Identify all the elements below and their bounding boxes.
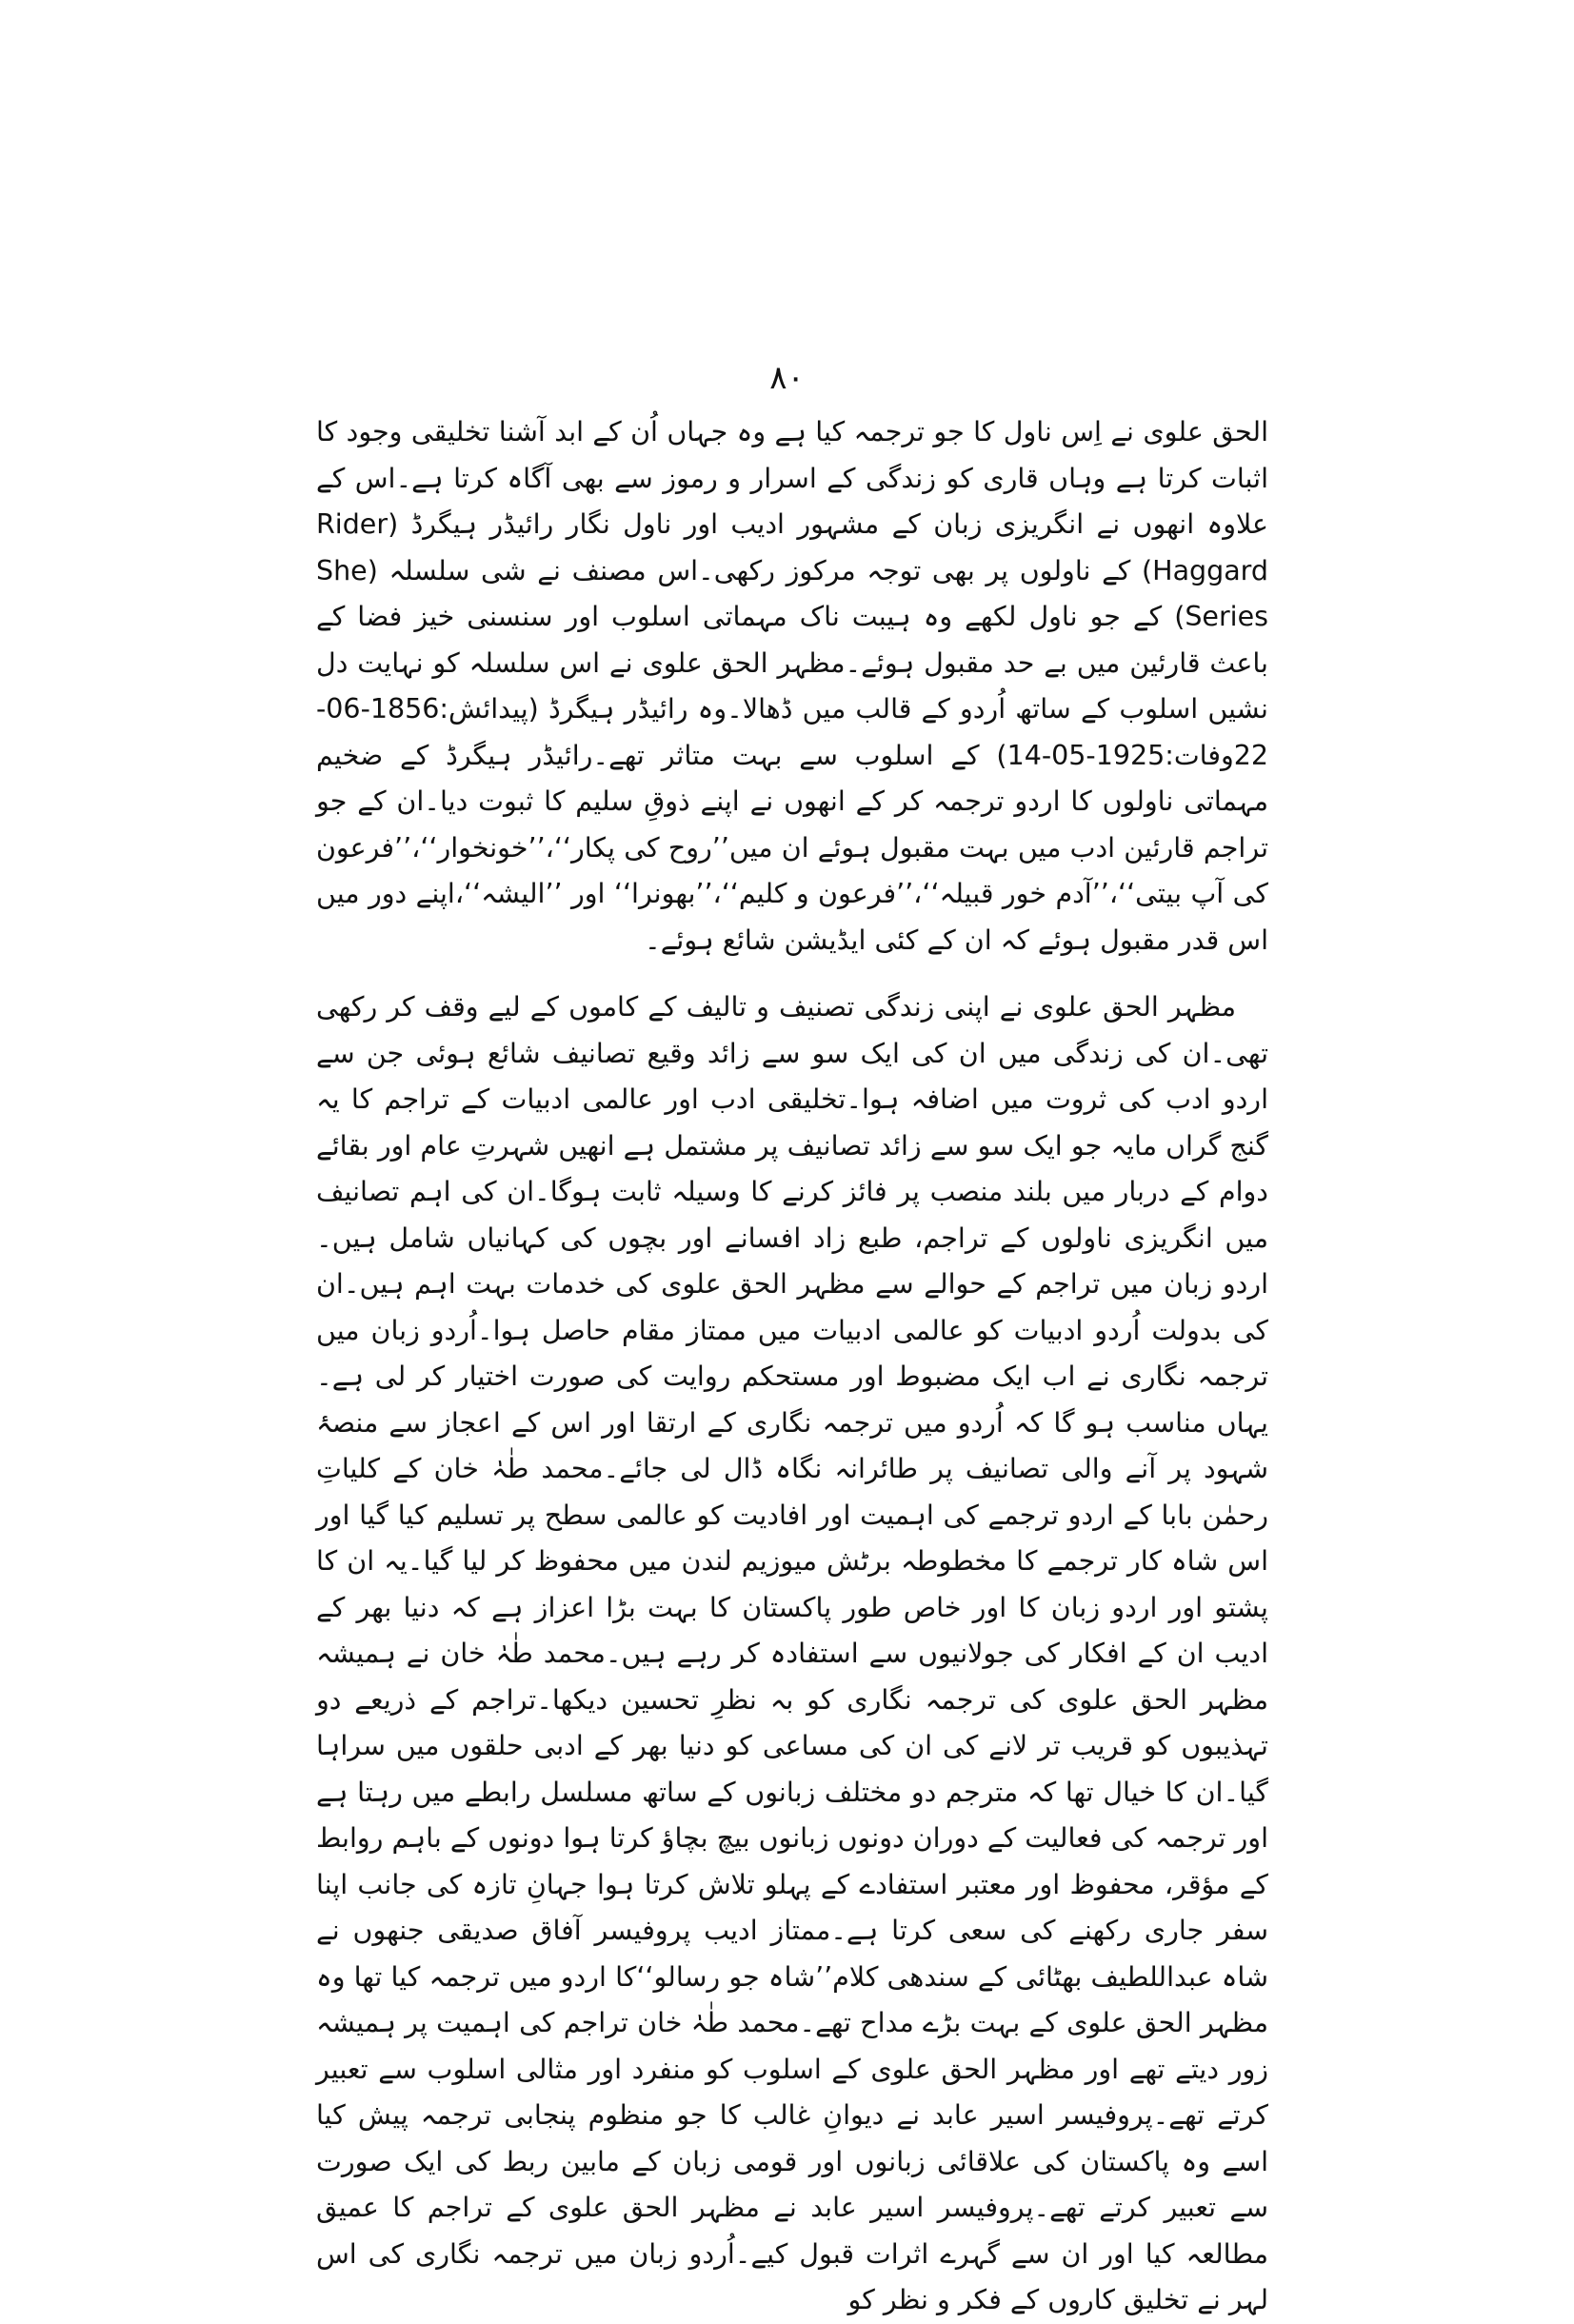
page-number: ۸۰	[769, 359, 805, 397]
body-text	[316, 409, 1268, 2324]
paragraph-1: الحق علوی نے اِس ناول کا جو ترجمہ کیا ہے وہ جہاں اُن کے ابد آشنا تخلیقی وجود کا اثبات کرتا ہے وہاں قاری کو زندگی کے اسرار و رموز سے بھی آگاہ کرتا ہے۔اس کے علاوہ انھوں نے انگریزی زبان کے مشہور ادیب اور ناول نگار رائیڈر ہیگرڈ (Rider Haggard) کے ناولوں پر بھی توجہ مرکوز رکھی۔اس مصنف نے شی سلسلہ (She Series) کے جو ناول لکھے وہ ہیبت ناک مہماتی اسلوب اور سنسنی خیز فضا کے باعث قارئین میں بے حد مقبول ہوئے۔مظہر الحق علوی نے اس سلسلہ کو نہایت دل نشیں اسلوب کے ساتھ اُردو کے قالب میں ڈھالا۔وہ رائیڈر ہیگرڈ (پیدائش:1856-06-22وفات:1925-05-14) کے اسلوب سے بہت متاثر تھے۔رائیڈر ہیگرڈ کے ضخیم مہماتی ناولوں کا اردو ترجمہ کر کے انھوں نے اپنے ذوقِ سلیم کا ثبوت دیا۔ان کے جو تراجم قارئین ادب میں بہت مقبول ہوئے ان میں’’روح کی پکار‘‘،’’خونخوار‘‘،’’فرعون کی آپ بیتی‘‘،’’آدم خور قبیلہ‘‘،’’فرعون و کلیم‘‘،’’بھونرا‘‘ اور ’’الیشہ‘‘،اپنے دور میں اس قدر مقبول ہوئے کہ ان کے کئی ایڈیشن شائع ہوئے۔	[316, 416, 1268, 956]
paragraph-2: مظہر الحق علوی نے اپنی زندگی تصنیف و تالیف کے کاموں کے لیے وقف کر رکھی تھی۔ان کی زندگی میں ان کی ایک سو سے زائد وقیع تصانیف شائع ہوئی جن سے اردو ادب کی ثروت میں اضافہ ہوا۔تخلیقی ادب اور عالمی ادبیات کے تراجم کا یہ گنج گراں مایہ جو ایک سو سے زائد تصانیف پر مشتمل ہے انھیں شہرتِ عام اور بقائے دوام کے دربار میں بلند منصب پر فائز کرنے کا وسیلہ ثابت ہوگا۔ان کی اہم تصانیف میں انگریزی ناولوں کے تراجم، طبع زاد افسانے اور بچوں کی کہانیاں شامل ہیں۔اردو زبان میں تراجم کے حوالے سے مظہر الحق علوی کی خدمات بہت اہم ہیں۔ان کی بدولت اُردو ادبیات کو عالمی ادبیات میں ممتاز مقام حاصل ہوا۔اُردو زبان میں ترجمہ نگاری نے اب ایک مضبوط اور مستحکم روایت کی صورت اختیار کر لی ہے۔یہاں مناسب ہو گا کہ اُردو میں ترجمہ نگاری کے ارتقا اور اس کے اعجاز سے منصۂ شہود پر آنے والی تصانیف پر طائرانہ نگاہ ڈال لی جائے۔محمد طٰہٰ خان کے کلیاتِ رحمٰن بابا کے اردو ترجمے کی اہمیت اور افادیت کو عالمی سطح پر تسلیم کیا گیا اور اس شاہ کار ترجمے کا مخطوطہ برٹش میوزیم لندن میں محفوظ کر لیا گیا۔یہ ان کا پشتو اور اردو زبان کا اور خاص طور پاکستان کا بہت بڑا اعزاز ہے کہ دنیا بھر کے ادیب ان کے افکار کی جولانیوں سے استفادہ کر رہے ہیں۔محمد طٰہٰ خان نے ہمیشہ مظہر الحق علوی کی ترجمہ نگاری کو بہ نظرِ تحسین دیکھا۔تراجم کے ذریعے دو تہذیبوں کو قریب تر لانے کی ان کی مساعی کو دنیا بھر کے ادبی حلقوں میں سراہا گیا۔ان کا خیال تھا کہ مترجم دو مختلف زبانوں کے ساتھ مسلسل رابطے میں رہتا ہے اور ترجمہ کی فعالیت کے دوران دونوں زبانوں بیچ بچاؤ کرتا ہوا دونوں کے باہم روابط کے مؤقر، محفوظ اور معتبر استفادے کے پہلو تلاش کرتا ہوا جہانِ تازہ کی جانب اپنا سفر جاری رکھنے کی سعی کرتا ہے۔ممتاز ادیب پروفیسر آفاق صدیقی جنھوں نے شاہ عبداللطیف بھٹائی کے سندھی کلام’’شاہ جو رسالو‘‘کا اردو میں ترجمہ کیا تھا وہ مظہر الحق علوی کے بہت بڑے مداح تھے۔محمد طٰہٰ خان تراجم کی اہمیت پر ہمیشہ زور دیتے تھے اور مظہر الحق علوی کے اسلوب کو منفرد اور مثالی اسلوب سے تعبیر کرتے تھے۔پروفیسر اسیر عابد نے دیوانِ غالب کا جو منظوم پنجابی ترجمہ پیش کیا اسے وہ پاکستان کی علاقائی زبانوں اور قومی زبان کے مابین ربط کی ایک صورت سے تعبیر کرتے تھے۔پروفیسر اسیر عابد نے مظہر الحق علوی کے تراجم کا عمیق مطالعہ کیا اور ان سے گہرے اثرات قبول کیے۔اُردو زبان میں ترجمہ نگاری کی اس لہر نے تخلیق کاروں کے فکر و نظر کو	[316, 991, 1268, 2315]
